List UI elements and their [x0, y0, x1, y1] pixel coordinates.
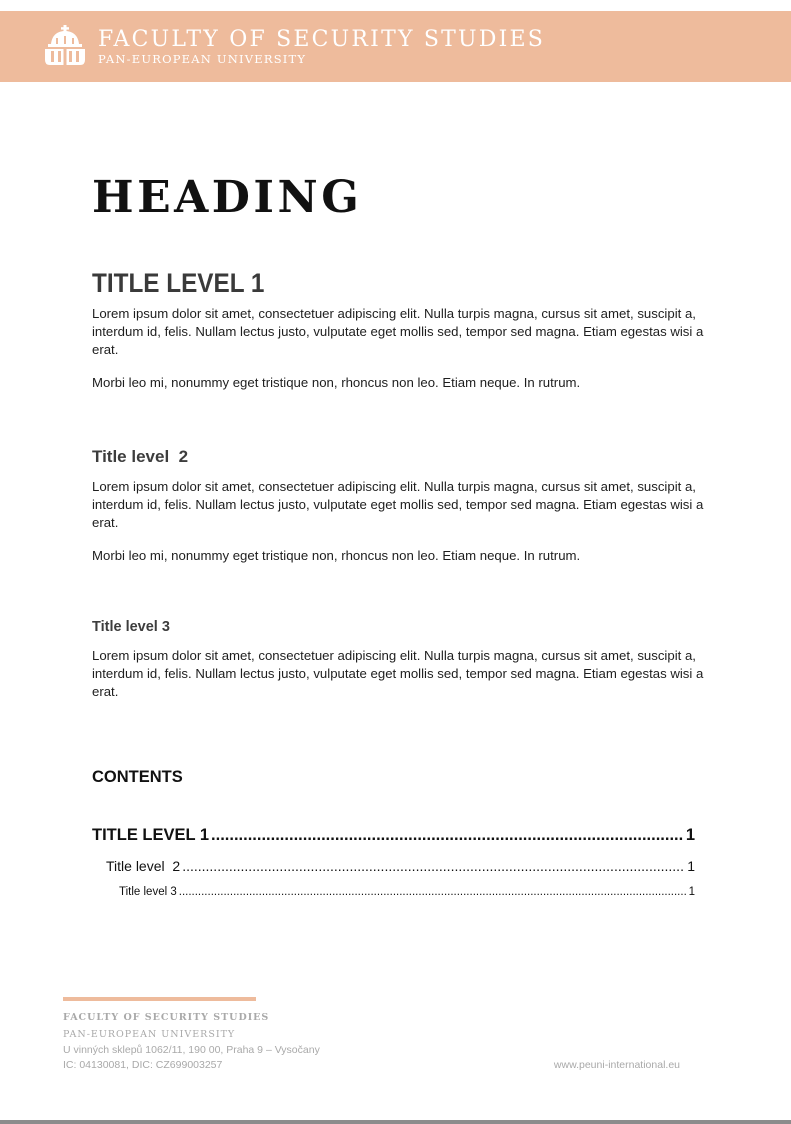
toc-leader-dots [211, 826, 683, 845]
section1-paragraph-1: Lorem ipsum dolor sit amet, consectetuer adipiscing elit. Nulla turpis magna, cursus sit amet, suscipit a, interdum id, felis. Nullam lectus justo, vulputate eget mollis sed, tempor sed magna. Etiam egestas wisi a erat. [92, 306, 704, 358]
footer-ids: IC: 04130081, DIC: CZ699003257 [63, 1059, 223, 1071]
toc-entry-level-1[interactable] [92, 826, 695, 845]
section2-title: Title level 2 [92, 447, 189, 466]
footer-accent-bar [63, 997, 256, 1001]
header-band [0, 11, 791, 82]
toc-entry-level-3[interactable] [119, 886, 695, 898]
contents-title: CONTENTS [92, 768, 183, 786]
section3-paragraph-1: Lorem ipsum dolor sit amet, consectetuer adipiscing elit. Nulla turpis magna, cursus sit amet, suscipit a, interdum id, felis. Nullam lectus justo, vulputate eget mollis sed, tempor sed magna. Etiam egestas wisi a erat. [92, 648, 704, 700]
document-heading: HEADING [92, 172, 363, 223]
footer-org-name: FACULTY OF SECURITY STUDIES [63, 1012, 270, 1023]
university-crown-icon [42, 25, 88, 67]
footer-org-subtitle: PAN-EUROPEAN UNIVERSITY [63, 1029, 236, 1040]
toc-leader-dots [182, 858, 684, 874]
header-org-name: FACULTY OF SECURITY STUDIES [98, 27, 546, 52]
toc-entry-page: 1 [687, 858, 695, 874]
footer-address: U vinných sklepů 1062/11, 190 00, Praha 9 – Vysočany [63, 1044, 320, 1056]
footer-website-link[interactable]: www.peuni-international.eu [553, 1059, 680, 1071]
toc-entry-page: 1 [685, 826, 695, 844]
section1-paragraph-2: Morbi leo mi, nonummy eget tristique non, rhoncus non leo. Etiam neque. In rutrum. [92, 375, 581, 390]
section1-title: TITLE LEVEL 1 [92, 268, 265, 298]
toc-entry-label: Title level 2 [106, 858, 181, 874]
toc-leader-dots [179, 886, 686, 898]
toc-entry-level-2[interactable] [106, 858, 695, 874]
top-strip [0, 0, 791, 11]
section3-title: Title level 3 [92, 619, 170, 635]
toc-entry-label: Title level 3 [119, 886, 177, 898]
section2-paragraph-1: Lorem ipsum dolor sit amet, consectetuer adipiscing elit. Nulla turpis magna, cursus sit amet, suscipit a, interdum id, felis. Nullam lectus justo, vulputate eget mollis sed, tempor sed magna. Etiam egestas wisi a erat. [92, 479, 704, 531]
section2-paragraph-2: Morbi leo mi, nonummy eget tristique non, rhoncus non leo. Etiam neque. In rutrum. [92, 548, 581, 563]
toc-entry-page: 1 [688, 886, 695, 898]
header-org-subtitle: PAN-EUROPEAN UNIVERSITY [98, 52, 307, 66]
page-bottom-border [0, 1120, 791, 1124]
toc-entry-label: TITLE LEVEL 1 [92, 826, 210, 844]
